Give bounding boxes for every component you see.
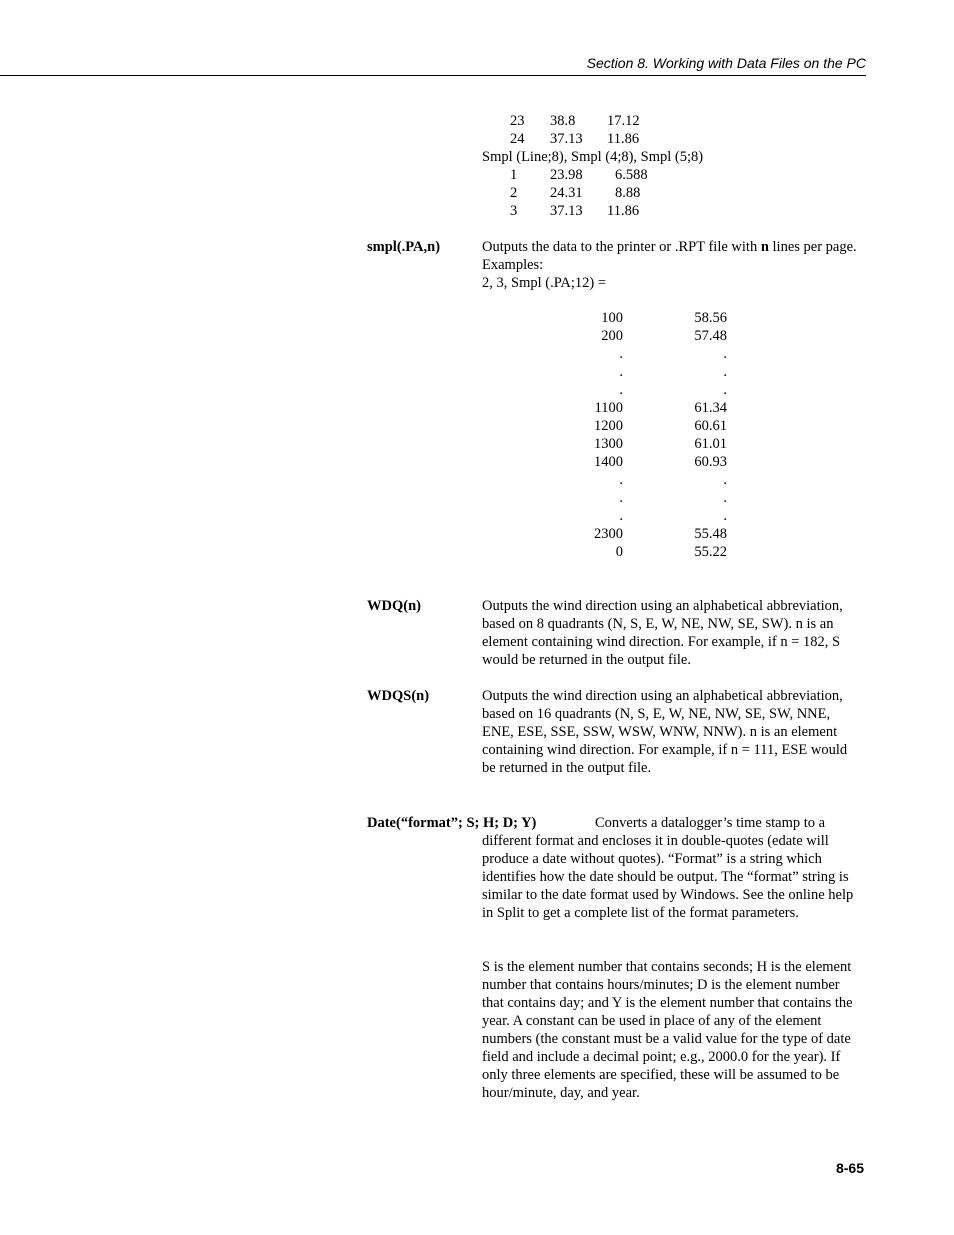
table-cell: 200: [601, 328, 623, 344]
table-cell: 57.48: [694, 328, 727, 344]
table-cell: 1400: [594, 454, 623, 470]
table-cell: 11.86: [607, 203, 640, 219]
table-cell: .: [723, 364, 727, 380]
table-cell: 58.56: [694, 310, 727, 326]
table-cell: 11.86: [607, 131, 640, 147]
desc-smpl-pa-text: [482, 238, 862, 256]
table-cell: 23: [510, 113, 525, 129]
desc-date-text: different format and encloses it in double-quotes (edate will produce a date without quotes). “Format” is a string which identifies how the date should be output. The “format” string is similar to the date format used by Windows. See the online help in Split to get a complete list of the format parameters.: [482, 833, 854, 921]
desc-date: [482, 832, 862, 922]
table-cell: .: [723, 382, 727, 398]
page-number: 8-65: [835, 1160, 864, 1176]
desc-wdqs: [482, 687, 857, 777]
table-row: [482, 309, 762, 327]
table-row: [482, 507, 762, 525]
table-row: [482, 381, 762, 399]
table-cell: 37.13: [550, 203, 583, 219]
table-cell: 38.8: [550, 113, 576, 129]
table-cell: 1100: [594, 400, 623, 416]
table-cell: 8.88: [615, 185, 641, 201]
desc-smpl-pa: [482, 238, 862, 292]
table-cell: .: [723, 346, 727, 362]
table-row: [482, 543, 762, 561]
table-row: [482, 525, 762, 543]
examples-label: Examples:: [482, 257, 544, 273]
table-cell: .: [619, 346, 623, 362]
table-cell: 1200: [594, 418, 623, 434]
table-cell: .: [619, 382, 623, 398]
table-row: [482, 202, 682, 220]
desc-wdqs-text: Outputs the wind direction using an alphabetical abbreviation, based on 16 quadrants (N, S, E, W, NE, NW, SE, SW, NNE, ENE, ESE, SSE, SSW, WSW, WNW, NNW). n is an element containing wind direction. For example, if n = 111, ESE would be returned in the output file.: [482, 688, 848, 776]
table-row: [482, 327, 762, 345]
table-cell: 6.588: [615, 167, 648, 183]
table-cell: 60.61: [694, 418, 727, 434]
term-date: Date(“format”; S; H; D; Y): [367, 815, 537, 831]
table-cell: 3: [510, 203, 518, 219]
desc-bold-n: n: [760, 239, 769, 255]
table-cell: 23.98: [550, 167, 583, 183]
desc-date-para2: [482, 958, 862, 1102]
table-row: [482, 166, 682, 184]
table-cell: 60.93: [694, 454, 727, 470]
table-row: [482, 130, 682, 148]
table-cell: 61.01: [694, 436, 727, 452]
table-cell: 61.34: [694, 400, 727, 416]
desc-text: lines per page.: [768, 239, 857, 255]
table-cell: 55.48: [694, 526, 727, 542]
section-header: Section 8. Working with Data Files on the PC: [586, 55, 866, 71]
table-row: [482, 417, 762, 435]
table-row: [482, 471, 762, 489]
table-cell: .: [619, 364, 623, 380]
table-row: [482, 489, 762, 507]
term-wdqs: WDQS(n): [367, 688, 430, 704]
table-cell: 17.12: [607, 113, 640, 129]
table-row: [482, 184, 682, 202]
table-row: [482, 399, 762, 417]
table-cell: .: [619, 472, 623, 488]
table-cell: .: [723, 472, 727, 488]
table-cell: 2300: [594, 526, 623, 542]
table-cell: 2: [510, 185, 518, 201]
table-cell: 24.31: [550, 185, 583, 201]
desc-text: Outputs the data to the printer or .RPT file with: [482, 239, 761, 255]
table-cell: 1: [510, 167, 518, 183]
header-rule: [0, 75, 866, 76]
table-cell: 55.22: [694, 544, 727, 560]
table-cell: 37.13: [550, 131, 583, 147]
table-cell: 24: [510, 131, 525, 147]
table-cell: .: [723, 490, 727, 506]
table-cell: .: [619, 508, 623, 524]
desc-date-para2-text: S is the element number that contains seconds; H is the element number that contains hours/minutes; D is the element number that contains day; and Y is the element number that contains the year. A constant can be used in place of any of the element numbers (the constant must be a valid value for the type of date field and include a decimal point; e.g., 2000.0 for the year). If only three elements are specified, these will be assumed to be hour/minute, day, and year.: [482, 959, 853, 1101]
table-cell: 100: [601, 310, 623, 326]
term-smpl-pa: smpl(.PA,n): [367, 239, 441, 255]
table-row: [482, 363, 762, 381]
table-row: [482, 345, 762, 363]
table-row: [482, 112, 682, 130]
table-cell: .: [619, 490, 623, 506]
example-line: 2, 3, Smpl (.PA;12) =: [482, 275, 607, 291]
desc-wdq-text: Outputs the wind direction using an alphabetical abbreviation, based on 8 quadrants (N, S, E, W, NE, NW, SE, SW). n is an element containing wind direction. For example, if n = 182, S would be returned in the output file.: [482, 598, 843, 668]
table-row: [482, 435, 762, 453]
table-cell: 1300: [594, 436, 623, 452]
table-row: [482, 453, 762, 471]
term-wdq: WDQ(n): [367, 598, 421, 614]
table-cell: .: [723, 508, 727, 524]
desc-date-first-line: Converts a datalogger’s time stamp to a: [595, 815, 826, 831]
desc-wdq: [482, 597, 857, 669]
smpl-example-line: Smpl (Line;8), Smpl (4;8), Smpl (5;8): [482, 149, 704, 165]
table-cell: 0: [615, 544, 623, 560]
